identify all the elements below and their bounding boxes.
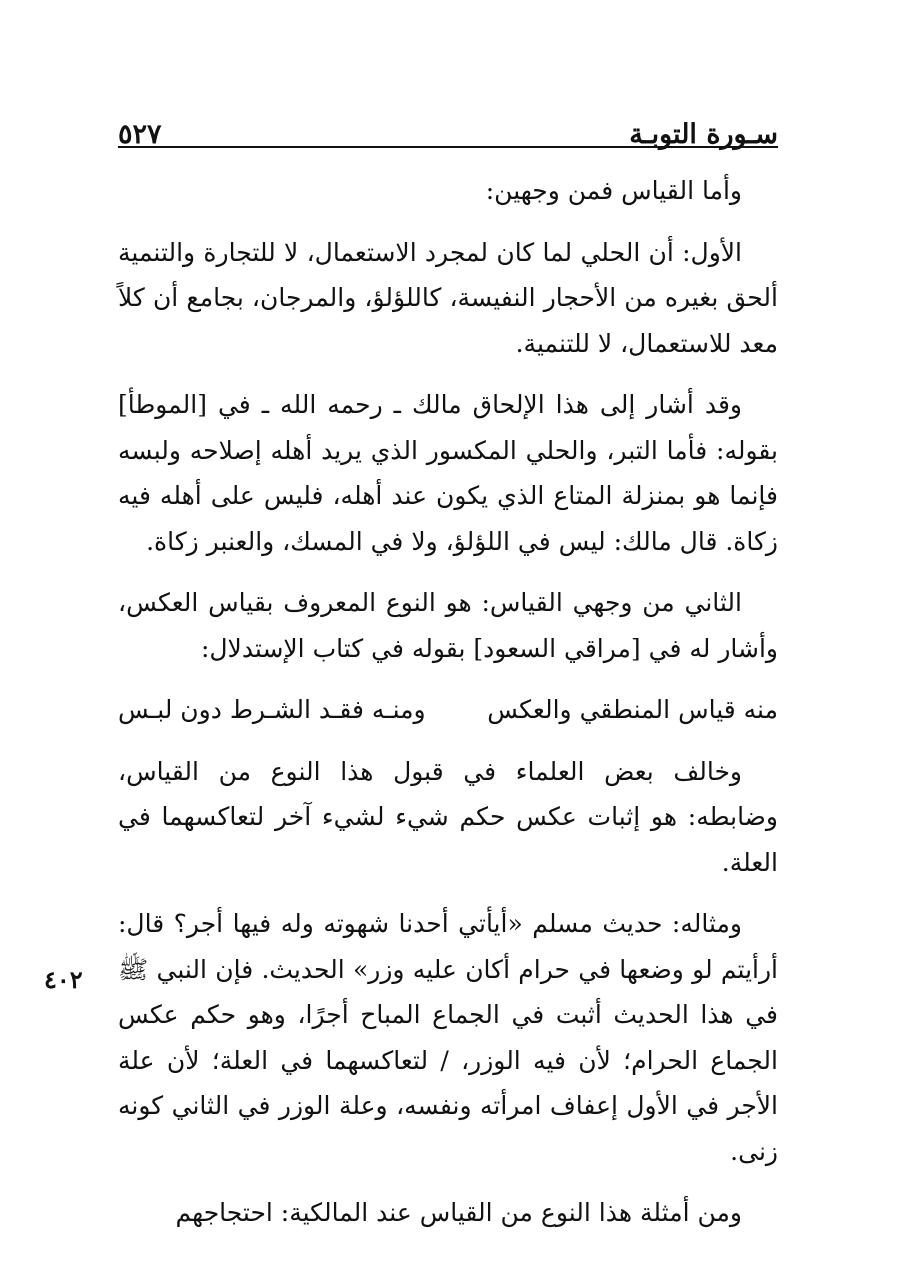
- paragraph-6: ومثاله: حديث مسلم «أيأتي أحدنا شهوته وله فيها أجر؟ قال: أرأيتم لو وضعها في حرام أكان عليه وزر» الحديث. فإن النبي ﷺ في هذا الحديث أثبت في الجماع المباح أجرًا، وهو حكم عكس الجماع الحرام؛ لأن فيه الوزر، / لتعاكسهما في العلة؛ لأن علة الأجر في الأول إعفاف امرأته ونفسه، وعلة الوزر في الثاني كونه زنى.: [118, 909, 778, 1166]
- verse-second-hemistich: ومنـه فقـد الشـرط دون لبـس: [118, 695, 426, 724]
- body-text: [118, 168, 778, 1252]
- header-rule: [118, 146, 778, 148]
- paragraph-4: الثاني من وجهي القياس: هو النوع المعروف بقياس العكس، وأشار له في [مراقي السعود] بقوله في كتاب الإستدلال:: [118, 588, 778, 663]
- page-number: ٥٢٧: [118, 119, 162, 150]
- running-head: [118, 100, 778, 148]
- paragraph-2: الأول: أن الحلي لما كان لمجرد الاستعمال، لا للتجارة والتنمية ألحق بغيره من الأحجار النفيسة، كاللؤلؤ، والمرجان، بجامع أن كلاً معد للاستعمال، لا للتنمية.: [118, 237, 778, 358]
- paragraph-7: ومن أمثلة هذا النوع من القياس عند المالكية: احتجاجهم: [175, 1198, 742, 1227]
- paragraph-3: وقد أشار إلى هذا الإلحاق مالك ـ رحمه الله ـ في [الموطأ] بقوله: فأما التبر، والحلي المكسور الذي يريد أهله إصلاحه ولبسه فإنما هو بمنزلة المتاع الذي يكون عند أهله، فليس على أهله فيه زكاة. قال مالك: ليس في اللؤلؤ، ولا في المسك، والعنبر زكاة.: [118, 390, 778, 556]
- poetry-verse: [118, 687, 778, 733]
- surah-title: سـورة التوبـة: [629, 119, 778, 150]
- verse-first-hemistich: منه قياس المنطقي والعكس: [487, 695, 778, 724]
- paragraph-1: وأما القياس فمن وجهين:: [485, 176, 742, 205]
- paragraph-5: وخالف بعض العلماء في قبول هذا النوع من القياس، وضابطه: هو إثبات عكس حكم شيء لشيء آخر لتعاكسهما في العلة.: [118, 756, 778, 877]
- margin-page-reference: ٤٠٢: [44, 965, 83, 994]
